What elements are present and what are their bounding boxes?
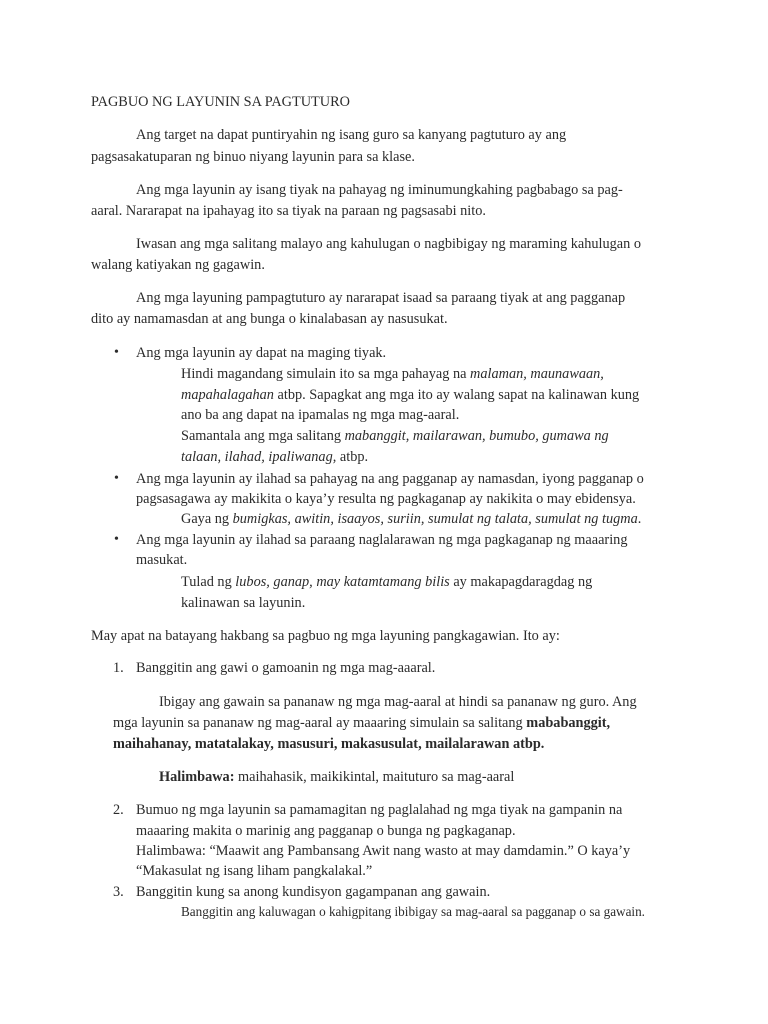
step-1-paragraph-line-2: mga layunin sa pananaw ng mag-aaral ay maaaring simulain sa salitang mababanggit, (113, 715, 611, 731)
bullet-1-sub-line-2: mapahalagahan atbp. Sapagkat ang mga ito ay walang sapat na kalinawan kung (181, 387, 640, 403)
step-number: 2. (113, 802, 124, 818)
bullet-1-sub-line-4: Samantala ang mga salitang mabanggit, mailarawan, bumubo, gumawa ng (181, 428, 609, 444)
step-1-text: Banggitin ang gawi o gamoanin ng mga mag-aaaral. (136, 660, 436, 676)
step-3-sub-text: Banggitin ang kaluwagan o kahigpitang ibibigay sa mag-aaral sa pagganap o sa gawain. (181, 904, 645, 919)
bullet-1-sub-line-5: talaan, ilahad, ipaliwanag, atbp. (181, 449, 369, 465)
paragraph-2-line-2: aaral. Nararapat na ipahayag ito sa tiyak na paraan ng pagsasabi nito. (91, 203, 486, 219)
step-1-example: Halimbawa: maihahasik, maikikintal, maituturo sa mag-aaral (159, 769, 515, 785)
step-2-line-3: Halimbawa: “Maawit ang Pambansang Awit nang wasto at may damdamin.” O kaya’y (136, 843, 631, 859)
paragraph-1-line-2: pagsasakatuparan ng binuo niyang layunin para sa klase. (91, 149, 415, 165)
page-title: PAGBUO NG LAYUNIN SA PAGTUTURO (91, 94, 350, 110)
step-number: 1. (113, 660, 124, 676)
step-2-line-4: “Makasulat ng isang liham pangkalakal.” (136, 863, 373, 879)
bullet-3-line-1: Ang mga layunin ay ilahad sa paraang naglalarawan ng mga pagkaganap ng maaaring (136, 532, 628, 548)
step-3-text: Banggitin kung sa anong kundisyon gagampanan ang gawain. (136, 884, 491, 900)
paragraph-4-line-1: Ang mga layuning pampagtuturo ay nararapat isaad sa paraang tiyak at ang pagganap (136, 290, 626, 306)
bullet-1-text: Ang mga layunin ay dapat na maging tiyak. (136, 345, 387, 361)
bullet-2-sub-line-1: Gaya ng bumigkas, awitin, isaayos, suriin, sumulat ng talata, sumulat ng tugma. (181, 511, 642, 527)
bullet-3-sub-line-1: Tulad ng lubos, ganap, may katamtamang bilis ay makapagdaragdag ng (181, 574, 593, 590)
bullet-marker: • (114, 532, 119, 547)
paragraph-3-line-1: Iwasan ang mga salitang malayo ang kahulugan o nagbibigay ng maraming kahulugan o (136, 236, 642, 252)
bullet-marker: • (114, 471, 119, 486)
bullet-marker: • (114, 345, 119, 360)
paragraph-2-line-1: Ang mga layunin ay isang tiyak na pahayag ng iminumungkahing pagbabago sa pag- (136, 182, 623, 198)
bullet-1-sub-line-1: Hindi magandang simulain ito sa mga pahayag na malaman, maunawaan, (181, 366, 604, 382)
bullet-1-sub-line-3: ano ba ang dapat na ipamalas ng mga mag-aaral. (181, 407, 460, 423)
steps-intro: May apat na batayang hakbang sa pagbuo ng mga layuning pangkagawian. Ito ay: (91, 628, 560, 644)
bullet-3-line-2: masukat. (136, 552, 188, 568)
step-2-line-2: maaaring makita o marinig ang pagganap o bunga ng pagkaganap. (136, 823, 516, 839)
paragraph-1-line-1: Ang target na dapat puntiryahin ng isang guro sa kanyang pagtuturo ay ang (136, 127, 567, 143)
paragraph-4-line-2: dito ay namamasdan at ang bunga o kinalabasan ay nasusukat. (91, 311, 448, 327)
bullet-2-line-1: Ang mga layunin ay ilahad sa pahayag na ang pagganap ay namasdan, iyong pagganap o (136, 471, 644, 487)
bullet-2-line-2: pagsasagawa ay makikita o kaya’y resulta ng pagkaganap ay nakikita o may ebidensya. (136, 491, 636, 507)
step-1-paragraph-line-1: Ibigay ang gawain sa pananaw ng mga mag-aaral at hindi sa pananaw ng guro. Ang (159, 694, 637, 710)
step-number: 3. (113, 884, 124, 900)
step-1-paragraph-line-3: maihahanay, matatalakay, masusuri, makasusulat, mailalarawan atbp. (113, 736, 545, 752)
paragraph-3-line-2: walang katiyakan ng gagawin. (91, 257, 265, 273)
bullet-3-sub-line-2: kalinawan sa layunin. (181, 595, 306, 611)
step-2-line-1: Bumuo ng mga layunin sa pamamagitan ng paglalahad ng mga tiyak na gampanin na (136, 802, 623, 818)
